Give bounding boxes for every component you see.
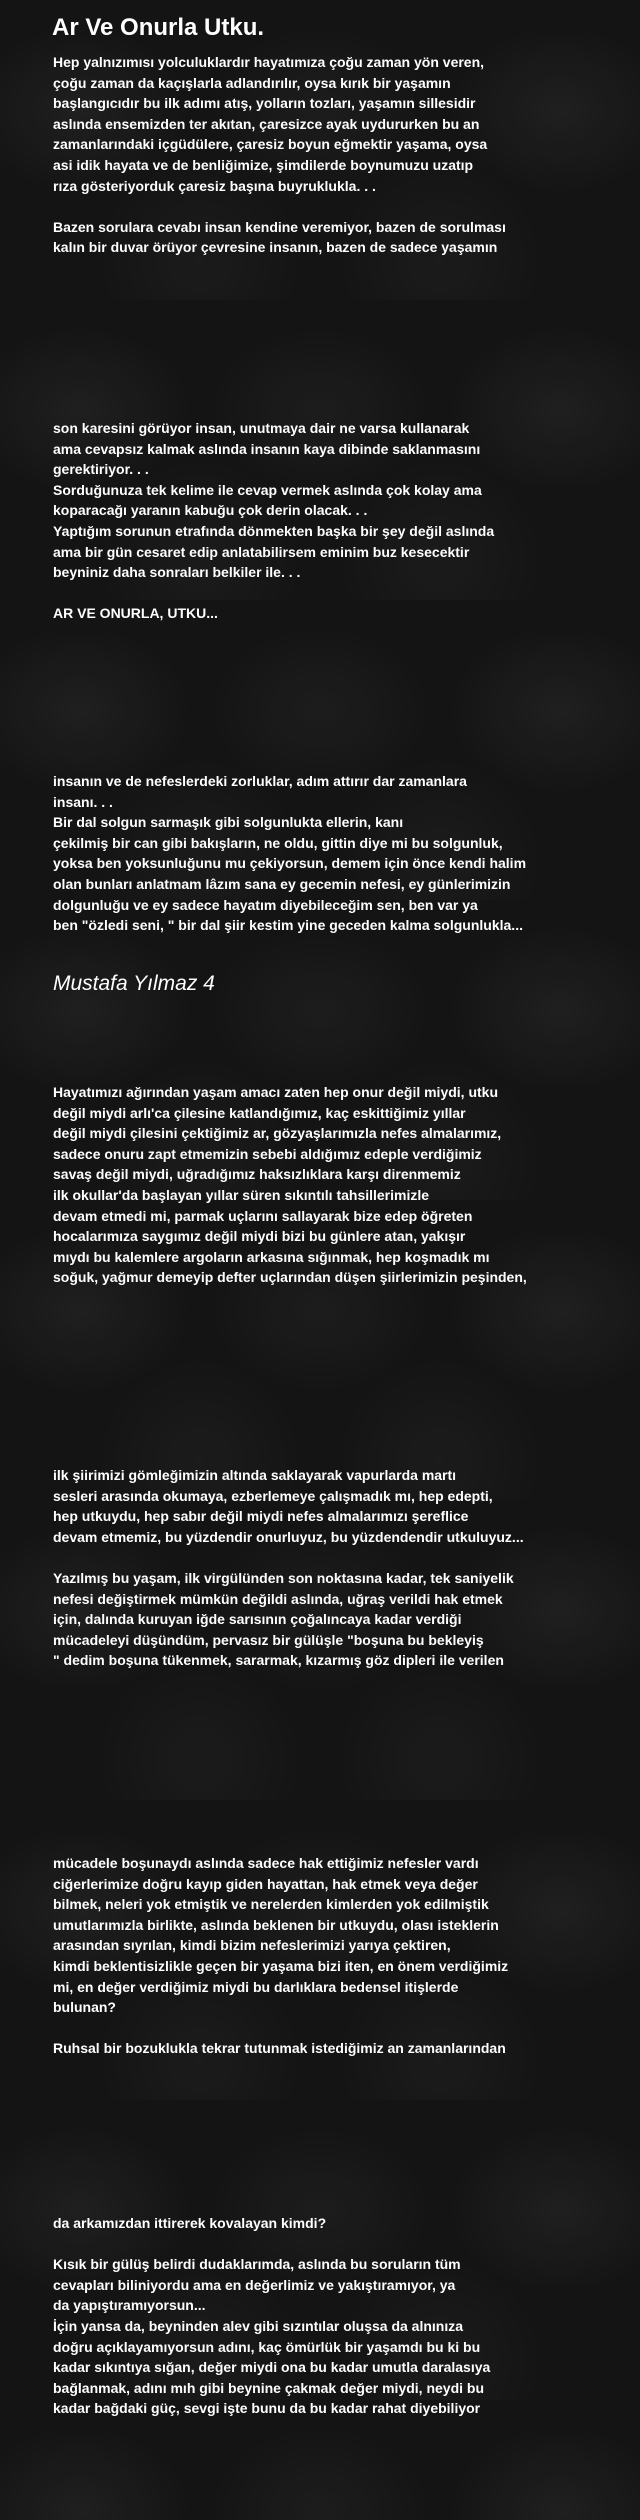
poem-line: devam etmedi mi, parmak uçlarını sallayarak bize edep öğreten [53,1207,473,1224]
poem-line: ama bir gün cesaret edip anlatabilirsem eminim buz kesecektir [53,543,470,560]
poem-line: ilk şiirimizi gömleğimizin altında saklayarak vapurlarda martı [53,1467,457,1483]
poem-line: da arkamızdan ittirerek kovalayan kimdi? [53,2215,327,2231]
poem-line: hocalarımıza saygımız değil miydi bizi bu günlere atan, yakışır [53,1228,466,1245]
poem-line: bağlanmak, adını mıh gibi beynine çakmak değer miydi, neydi bu [53,2379,485,2396]
poem-line: mücadele boşunaydı aslında sadece hak ettiğimiz nefesler vardı [53,1855,479,1871]
poem-line: Yaptığım sorunun etrafında dönmekten başka bir şey değil aslında [53,522,495,539]
poem-title: Ar Ve Onurla Utku. [52,14,265,41]
poem-block-1 [53,52,638,258]
poem-line: savaş değil miydi, uğradığımız haksızlıklara karşı direnmemiz [53,1166,461,1183]
poem-line: doğru açıklayamıyorsun adını, kaç ömürlük bir yaşamdı bu ki bu [53,2338,481,2355]
poem-line [53,583,638,604]
poem-line: cevapları biliniyordu ama en değerlimiz ve yakıştıramıyor, ya [53,2276,456,2293]
poem-line: zamanlarındaki içgüdülere, çaresiz boyun eğmektir yaşama, oysa [53,136,488,153]
poem-block-6 [53,1853,638,2059]
poem-line: mi, en değer verdiğimiz miydi bu darlıklara bedensel itişlerde [53,1978,459,1995]
poem-line: arasından sıyrılan, kimdi bizim nefeslerimizi yarıya çektiren, [53,1937,451,1954]
poem-block-7 [53,2213,638,2419]
poem-line: ben "özledi seni, " bir dal şiir kestim yine geceden kalma solgunlukla... [53,917,523,934]
poem-line: hep utkuydu, hep sabır değil miydi nefes almalarımızı şereflice [53,1508,469,1525]
poem-line: başlangıcıdır bu ilk adımı atış, yolların tozları, yaşamın sillesidir [53,95,476,112]
poem-line: insanı. . . [53,793,113,810]
poem-line: mıydı bu kalemlere argoların arkasına sığınmak, hep koşmadık mı [53,1248,490,1265]
poem-line: İçin yansa da, beyninden alev gibi sızıntılar oluşsa da alnınıza [53,2317,464,2334]
poem-line: asi idik hayata ve de benliğimize, şimdilerde boynumuzu uzatıp [53,156,474,173]
poem-line: gerektiriyor. . . [53,461,149,478]
poem-line: insanın ve de nefeslerdeki zorluklar, adım attırır dar zamanlara [53,773,467,789]
poem-line: bilmek, neleri yok etmiştik ve nerelerden kimlerden yok edilmiştik [53,1896,489,1913]
poem-line: çoğu zaman da kaçışlarla adlandırılır, oysa kırık bir yaşamın [53,74,451,91]
poem-line: kalın bir duvar örüyor çevresine insanın, bazen de sadece yaşamın [53,239,498,256]
poem-line: Bir dal solgun sarmaşık gibi solgunlukta ellerin, kanı [53,814,404,831]
poem-line: rıza gösteriyorduk çaresiz başına buyruklukla. . . [53,177,376,194]
poem-line: " dedim boşuna tükenmek, sararmak, kızarmış göz dipleri ile verilen [53,1652,504,1669]
poem-line: devam etmemiz, bu yüzdendir onurluyuz, bu yüzdendendir utkuluyuz... [53,1528,524,1545]
poem-line: olan bunları anlatmam lâzım sana ey gecemin nefesi, ey günlerimizin [53,875,511,892]
poem-line: Kısık bir gülüş belirdi dudaklarımda, aslında bu soruların tüm [53,2256,461,2273]
poem-line [53,2018,638,2039]
poem-line: bulunan? [53,1999,116,2016]
poem-line: Hayatımızı ağırından yaşam amacı zaten hep onur değil miydi, utku [53,1084,499,1100]
poem-line: Sorduğunuza tek kelime ile cevap vermek aslında çok kolay ama [53,481,482,498]
poem-line: son karesini görüyor insan, unutmaya dair ne varsa kullanarak [53,420,470,436]
poem-line: dolgunluğu ve ey sadece hayatım diyebileceğim sen, ben var ya [53,896,478,913]
poem-line: sesleri arasında okumaya, ezberlemeye çalışmadık mı, hep edepti, [53,1487,493,1504]
poem-line: ciğerlerimize doğru kayıp giden hayattan, hak etmek veya değer [53,1875,478,1892]
poem-line: beyniniz daha sonraları belkiler ile. . . [53,564,301,581]
poem-line: yoksa ben yoksunluğunu mu çekiyorsun, demem için önce kendi halim [53,855,527,872]
poem-line: soğuk, yağmur demeyip defter uçlarından düşen şiirlerimizin peşinden, [53,1269,527,1286]
poem-line: Yazılmış bu yaşam, ilk virgülünden son noktasına kadar, tek saniyelik [53,1569,514,1586]
poem-line: nefesi değiştirmek mümkün değildi aslında, uğraş verildi hak etmek [53,1590,503,1607]
poem-block-4 [53,1082,638,1288]
poem-block-5 [53,1465,638,1671]
poem-line: ilk okullar'da başlayan yıllar süren sıkıntılı tahsillerimizle [53,1186,430,1203]
poem-line: AR VE ONURLA, UTKU... [53,605,218,622]
poem-line: Ruhsal bir bozuklukla tekrar tutunmak istediğimiz an zamanlarından [53,2040,506,2057]
poem-block-3 [53,771,638,936]
poem-line: Hep yalnızımısı yolculuklardır hayatımıza çoğu zaman yön veren, [53,54,485,70]
poem-line: çekilmiş bir can gibi bakışların, ne oldu, gittin diye mi bu solgunluk, [53,834,503,851]
poem-line [53,2234,638,2255]
poem-line: değil miydi arlı'ca çilesine katlandığımız, kaç eskittiğimiz yıllar [53,1104,466,1121]
poem-line: sadece onuru zapt etmemizin sebebi aldığımız edeple verdiğimiz [53,1145,482,1162]
poem-line: koparacağı yaranın kabuğu çok derin olacak. . . [53,502,368,519]
poem-block-2 [53,418,638,624]
poem-line [53,1547,638,1568]
poem-line: kadar bağdaki güç, sevgi işte bunu da bu kadar rahat diyebiliyor [53,2400,481,2417]
poem-line: mücadeleyi düşündüm, pervasız bir gülüşle "boşuna bu bekleyiş [53,1631,484,1648]
poem-line: kadar sıkıntıya sığan, değer miydi ona bu kadar umutla daralasıya [53,2359,491,2376]
poem-line: da yapıştıramıyorsun... [53,2297,206,2314]
poem-line [53,196,638,217]
poem-line: Bazen sorulara cevabı insan kendine veremiyor, bazen de sorulması [53,218,506,235]
poem-line: için, dalında kuruyan iğde sarısının çoğalıncaya kadar verdiği [53,1611,462,1628]
poem-author: Mustafa Yılmaz 4 [53,972,215,995]
poem-line: umutlarımızla birlikte, aslında beklenen bir utkuydu, olası isteklerin [53,1916,499,1933]
poem-line: ama cevapsız kalmak aslında insanın kaya dibinde saklanmasını [53,440,481,457]
poem-line: aslında ensemizden ter akıtan, çaresizce ayak uydururken bu an [53,115,480,132]
poem-line: değil miydi çilesini çektiğimiz ar, gözyaşlarımızla nefes almalarımız, [53,1125,502,1142]
poem-line: kimdi beklentisizlikle geçen bir yaşama bizi iten, en önem verdiğimiz [53,1957,509,1974]
